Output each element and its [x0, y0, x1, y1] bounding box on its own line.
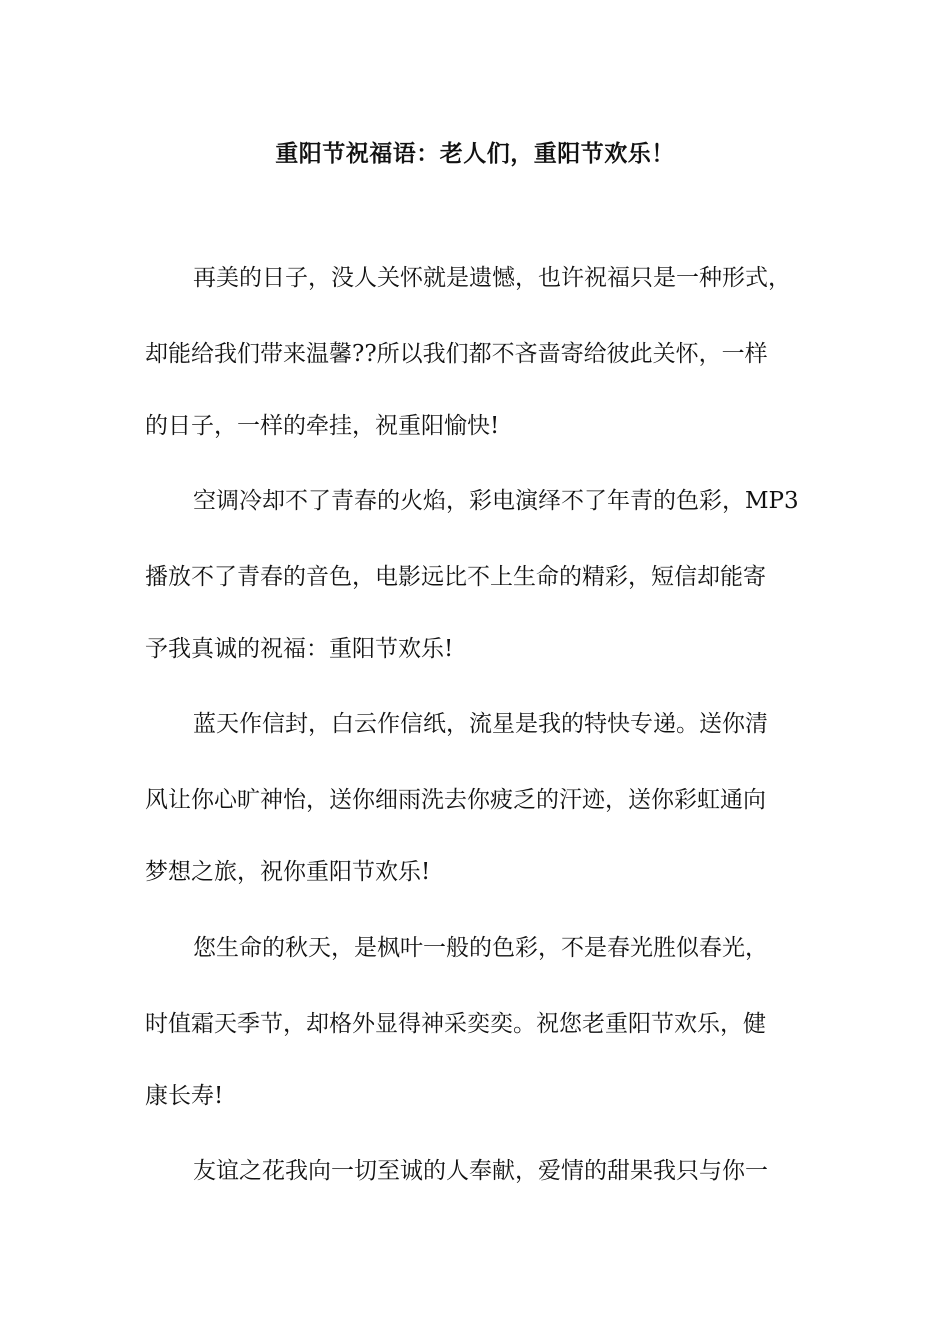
- paragraph-3-line-1: 蓝天作信封，白云作信纸，流星是我的特快专递。送你清: [193, 711, 768, 737]
- paragraph-2-line-1: 空调冷却不了青春的火焰，彩电演绎不了年青的色彩，MP3: [193, 488, 799, 514]
- paragraph-3-line-3: 梦想之旅，祝你重阳节欢乐!: [145, 859, 431, 885]
- paragraph-2-line-3: 予我真诚的祝福：重阳节欢乐!: [145, 636, 454, 662]
- paragraph-1-line-2: 却能给我们带来温馨??所以我们都不吝啬寄给彼此关怀，一样: [145, 341, 768, 367]
- paragraph-4-line-2: 时值霜天季节，却格外显得神采奕奕。祝您老重阳节欢乐，健: [145, 1011, 766, 1037]
- paragraph-3-line-2: 风让你心旷神怡，送你细雨洗去你疲乏的汗迹，送你彩虹通向: [145, 787, 766, 813]
- paragraph-4-line-1: 您生命的秋天，是枫叶一般的色彩，不是春光胜似春光，: [193, 935, 768, 961]
- paragraph-1-line-1: 再美的日子，没人关怀就是遗憾，也许祝福只是一种形式，: [193, 265, 791, 291]
- paragraph-4-line-3: 康长寿!: [145, 1083, 224, 1109]
- paragraph-5-line-1: 友谊之花我向一切至诚的人奉献，爱情的甜果我只与你一: [193, 1158, 768, 1184]
- paragraph-2-line-2: 播放不了青春的音色，电影远比不上生命的精彩，短信却能寄: [145, 564, 766, 590]
- paragraph-1-line-3: 的日子，一样的牵挂，祝重阳愉快!: [145, 413, 500, 439]
- document-title: 重阳节祝福语：老人们，重阳节欢乐！: [275, 141, 675, 167]
